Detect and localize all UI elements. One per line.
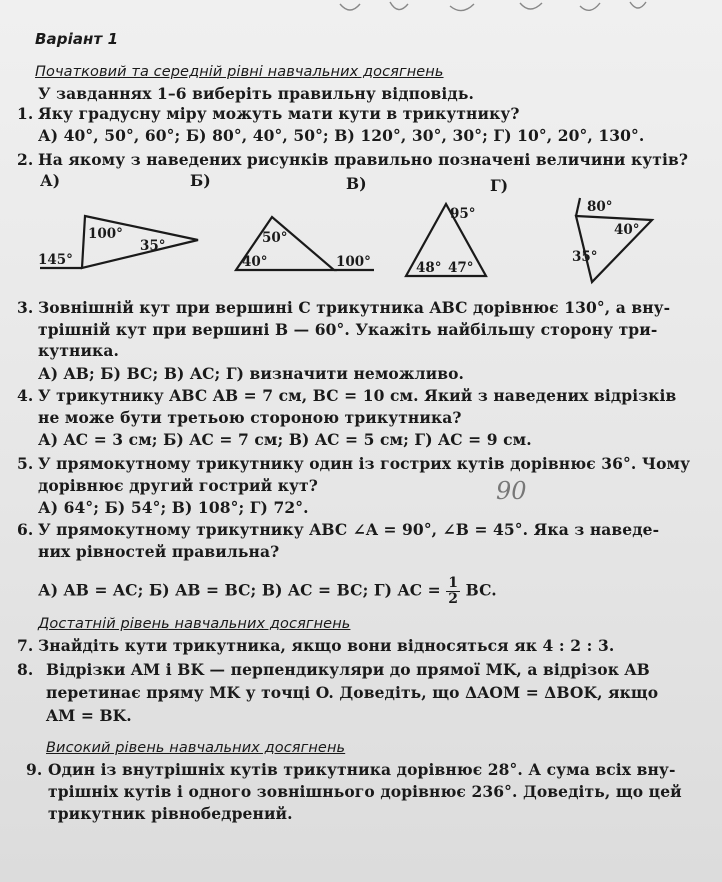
fraction-one-half — [446, 576, 460, 607]
task-3-line-2: трішній кут при вершині B — 60°. Укажіть найбільшу сторону три- — [38, 320, 658, 339]
variant-title: Варіант 1 — [35, 30, 119, 48]
level-high-heading: Високий рівень навчальних досягнень — [46, 740, 346, 756]
task-8-line-2: перетинає пряму MK у точці O. Доведіть, що ΔAOM = ΔBOK, якщо — [46, 683, 659, 702]
task-6-line-1: У прямокутному трикутнику ABC ∠A = 90°, ∠B = 45°. Яка з наведе- — [38, 520, 660, 539]
angle-b-100: 100° — [336, 254, 371, 270]
task-5-number: 5. — [17, 454, 34, 473]
angle-c-48: 48° — [416, 260, 442, 276]
angle-c-95: 95° — [450, 206, 476, 222]
task-2-option-a-label: А) — [40, 171, 61, 190]
triangle-d — [572, 198, 652, 282]
task-4-line-2: не може бути третьою стороною трикутника? — [38, 408, 462, 427]
angle-b-40: 40° — [242, 254, 268, 270]
task-6-line-2: них рівностей правильна? — [38, 542, 280, 561]
task-2-option-c-label: В) — [346, 174, 367, 193]
task-2-number: 2. — [17, 150, 34, 169]
level-sufficient-heading: Достатній рівень навчальних досягнень — [38, 616, 351, 632]
task-6-options-tail: BC. — [465, 580, 497, 600]
triangle-a — [38, 216, 198, 268]
task-3-line-1: Зовнішній кут при вершині C трикутника ABC дорівнює 130°, а вну- — [38, 298, 671, 317]
triangle-figures — [0, 190, 722, 290]
task-3-options: А) AB; Б) BC; В) AC; Г) визначити неможливо. — [38, 364, 465, 383]
task-5-options: А) 64°; Б) 54°; В) 108°; Г) 72°. — [38, 498, 309, 517]
task-2-option-d-label: Г) — [490, 176, 509, 195]
fraction-denominator: 2 — [448, 591, 459, 607]
angle-d-40: 40° — [614, 222, 640, 238]
task-4-line-1: У трикутнику ABC AB = 7 см, BC = 10 см. Який з наведених відрізків — [38, 386, 677, 405]
task-1-options: А) 40°, 50°, 60°; Б) 80°, 40°, 50°; В) 120°, 30°, 30°; Г) 10°, 20°, 130°. — [38, 126, 645, 145]
task-3-number: 3. — [17, 298, 34, 317]
task-9-line-3: трикутник рівнобедрений. — [48, 804, 293, 823]
instruction-text: У завданнях 1–6 виберіть правильну відповідь. — [38, 84, 474, 103]
angle-c-47: 47° — [448, 260, 474, 276]
angle-d-80: 80° — [587, 199, 613, 215]
task-3-line-3: кутника. — [38, 341, 119, 360]
task-6-number: 6. — [17, 520, 34, 539]
triangle-b — [236, 217, 374, 270]
task-6-options — [38, 576, 497, 607]
task-7-question: Знайдіть кути трикутника, якщо вони відносяться як 4 : 2 : 3. — [38, 636, 615, 655]
task-6-options-text: А) AB = AC; Б) AB = BC; В) AC = BC; Г) AC = — [38, 580, 441, 600]
task-9-number: 9. — [26, 760, 43, 779]
handwritten-answer-90: 90 — [496, 477, 527, 505]
task-2-option-b-label: Б) — [190, 171, 211, 190]
task-8-line-3: AM = BK. — [46, 706, 132, 725]
task-4-number: 4. — [17, 386, 34, 405]
task-7-number: 7. — [17, 636, 34, 655]
task-5-line-2: дорівнює другий гострий кут? — [38, 476, 318, 495]
task-4-options: А) AC = 3 см; Б) AC = 7 см; В) AC = 5 см; Г) AC = 9 см. — [38, 430, 532, 449]
angle-d-35: 35° — [572, 249, 598, 265]
angle-a-145: 145° — [38, 252, 73, 268]
task-8-line-1: Відрізки AM і BK — перпендикуляри до прямої MK, а відрізок AB — [46, 660, 650, 679]
top-handwriting-scribble — [330, 0, 660, 18]
task-9-line-2: трішніх кутів і одного зовнішнього дорівнює 236°. Доведіть, що цей — [48, 782, 682, 801]
triangle-c — [406, 204, 486, 276]
task-9-line-1: Один із внутрішніх кутів трикутника дорівнює 28°. А сума всіх вну- — [48, 760, 676, 779]
task-1-question: Яку градусну міру можуть мати кути в трикутнику? — [38, 104, 520, 123]
task-5-line-1: У прямокутному трикутнику один із гострих кутів дорівнює 36°. Чому — [38, 454, 691, 473]
task-2-question: На якому з наведених рисунків правильно позначені величини кутів? — [38, 150, 689, 169]
angle-b-50: 50° — [262, 230, 288, 246]
level-basic-heading: Початковий та середній рівні навчальних досягнень — [35, 64, 444, 80]
task-8-number: 8. — [17, 660, 34, 679]
angle-a-100: 100° — [88, 226, 123, 242]
angle-a-35: 35° — [140, 238, 166, 254]
fraction-numerator: 1 — [448, 575, 459, 591]
task-1-number: 1. — [17, 104, 34, 123]
